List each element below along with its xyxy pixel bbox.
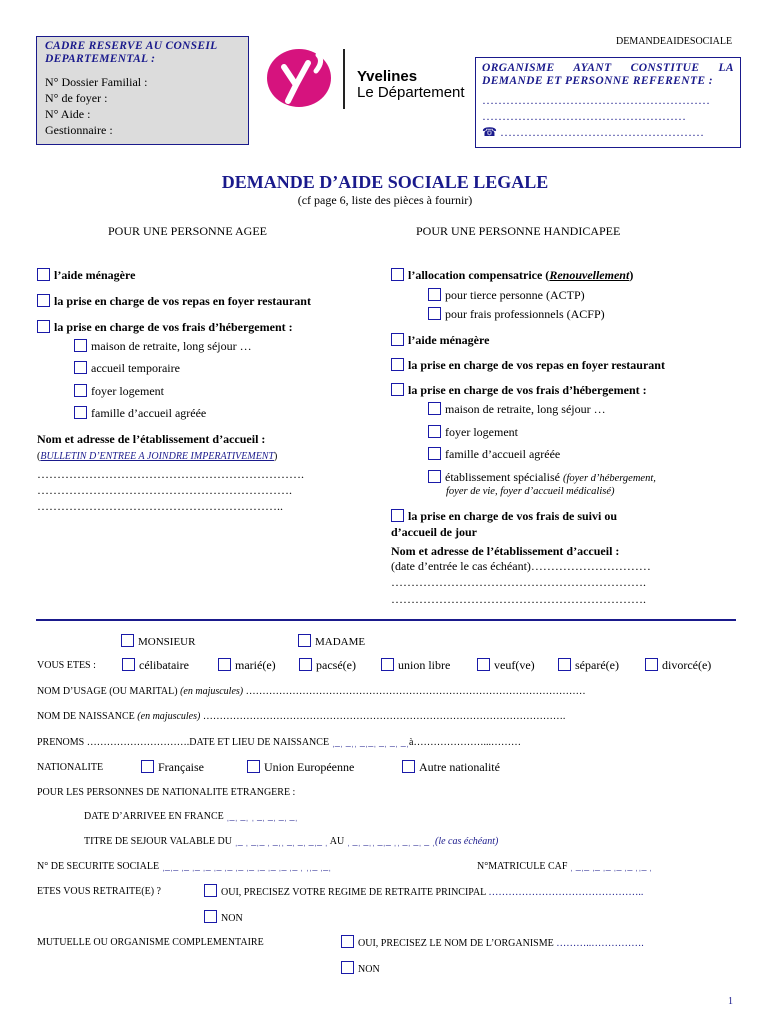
- right-sub-famille[interactable]: famille d’accueil agréée: [428, 447, 560, 462]
- right-sub-maison[interactable]: maison de retraite, long séjour …: [428, 402, 606, 417]
- titre-au-field[interactable]: ˌ _ˌ _ˌˌ _ˌ_ ˌˌ _ˌ _ˌ _ ˌ: [346, 836, 435, 847]
- org-box-title: ORGANISME AYANT CONSTITUE LA DEMANDE ET PERSONNE REFERENTE :: [482, 62, 734, 87]
- left-dots1: ………………………………………………………….: [37, 467, 304, 481]
- logo-divider: [343, 49, 345, 109]
- checkbox[interactable]: [122, 658, 135, 671]
- checkbox[interactable]: [37, 294, 50, 307]
- page-title: DEMANDE D’AIDE SOCIALE LEGALE: [221, 172, 549, 192]
- caf-field[interactable]: ˌ _ˌ_ ˌ_ ˌ_ ˌ_ ˌ_ ˌˌ_ ˌ: [569, 861, 653, 872]
- date-naissance-field[interactable]: ˌ_ˌ _ˌˌ _ˌ_ˌ _ˌ _ˌ _ˌ: [331, 737, 410, 748]
- right-dots1: ……………………………………………………….: [391, 575, 646, 589]
- left-nom-adresse: Nom et adresse de l’établissement d’accueil :: [37, 432, 266, 446]
- secu-row: N° DE SECURITE SOCIALE ˌ_ˌ_ ˌ_ ˌ_ ˌ_ ˌ_ ˌ_ ˌ_ ˌ_ ˌ_ ˌ_ ˌ_ ˌ_ ˌ ˌˌ_ ˌ_ˌ: [37, 861, 332, 872]
- document-code: DEMANDEAIDESOCIALE: [616, 36, 733, 47]
- left-sub-maison[interactable]: maison de retraite, long séjour …: [74, 339, 252, 354]
- checkbox[interactable]: [121, 634, 134, 647]
- right-sub-specialise[interactable]: établissement spécialisé (foyer d’hébergement,: [428, 470, 656, 485]
- statut-marie[interactable]: marié(e): [218, 658, 276, 673]
- checkbox[interactable]: [428, 425, 441, 438]
- retraite-oui[interactable]: OUI, PRECISEZ VOTRE REGIME DE RETRAITE PRINCIPAL ………………………………………..: [204, 884, 643, 898]
- madame-option[interactable]: MADAME: [298, 634, 365, 648]
- nom-naissance-row: NOM DE NAISSANCE (en majuscules) ……………………………………………………………………………………………….: [37, 711, 566, 722]
- checkbox[interactable]: [341, 935, 354, 948]
- org-box: [475, 57, 741, 148]
- checkbox[interactable]: [428, 307, 441, 320]
- caf-row: N°MATRICULE CAF ˌ _ˌ_ ˌ_ ˌ_ ˌ_ ˌ_ ˌˌ_ ˌ: [477, 861, 653, 872]
- aide-label: N° Aide :: [45, 107, 91, 121]
- right-specialise-note: foyer de vie, foyer d’accueil médicalisé): [446, 486, 615, 497]
- right-date-entree: (date d’entrée le cas échéant)…………………………: [391, 559, 651, 573]
- logo-line1: Yvelines: [357, 68, 418, 85]
- statut-divorce[interactable]: divorcé(e): [645, 658, 711, 673]
- checkbox[interactable]: [299, 658, 312, 671]
- right-repas[interactable]: la prise en charge de vos repas en foyer restaurant: [391, 358, 665, 373]
- right-actp[interactable]: pour tierce personne (ACTP): [428, 288, 585, 303]
- retraite-label: ETES VOUS RETRAITE(E) ?: [37, 886, 161, 897]
- section-divider: [36, 619, 736, 621]
- mutuelle-field[interactable]: ………..…………….: [556, 938, 644, 949]
- checkbox[interactable]: [391, 268, 404, 281]
- statut-pacse[interactable]: pacsé(e): [299, 658, 356, 673]
- checkbox[interactable]: [391, 358, 404, 371]
- checkbox[interactable]: [381, 658, 394, 671]
- right-acfp[interactable]: pour frais professionnels (ACFP): [428, 307, 605, 322]
- left-repas[interactable]: la prise en charge de vos repas en foyer restaurant: [37, 294, 311, 309]
- checkbox[interactable]: [477, 658, 490, 671]
- nom-naissance-field[interactable]: ……………………………………………………………………………………………….: [202, 711, 566, 722]
- checkbox[interactable]: [391, 509, 404, 522]
- gestionnaire-label: Gestionnaire :: [45, 123, 113, 137]
- right-aide-menagere[interactable]: l’aide ménagère: [391, 333, 489, 348]
- checkbox[interactable]: [74, 384, 87, 397]
- etrangere-label: POUR LES PERSONNES DE NATIONALITE ETRANGERE :: [37, 787, 296, 798]
- right-sub-foyer[interactable]: foyer logement: [428, 425, 518, 440]
- statut-separe[interactable]: séparé(e): [558, 658, 619, 673]
- checkbox[interactable]: [247, 760, 260, 773]
- statut-celibataire[interactable]: célibataire: [122, 658, 189, 673]
- checkbox[interactable]: [341, 961, 354, 974]
- logo-mark-icon: [266, 47, 334, 109]
- prenoms-row: PRENOMS ………………………….DATE ET LIEU DE NAISSANCE ˌ_ˌ _ˌˌ _ˌ_ˌ _ˌ _ˌ _ˌà…………………...………: [37, 737, 521, 748]
- right-heading: POUR UNE PERSONNE HANDICAPEE: [416, 224, 621, 238]
- retraite-field[interactable]: ………………………………………..: [488, 887, 644, 898]
- left-heading: POUR UNE PERSONNE AGEE: [108, 224, 268, 238]
- page-subtitle: (cf page 6, liste des pièces à fournir): [297, 193, 473, 207]
- secu-field[interactable]: ˌ_ˌ_ ˌ_ ˌ_ ˌ_ ˌ_ ˌ_ ˌ_ ˌ_ ˌ_ ˌ_ ˌ_ ˌ_ ˌ ˌˌ_ ˌ_ˌ: [161, 861, 332, 872]
- checkbox[interactable]: [37, 268, 50, 281]
- checkbox[interactable]: [645, 658, 658, 671]
- left-sub-foyer[interactable]: foyer logement: [74, 384, 164, 399]
- org-phone: ☎ ……………………………………………: [482, 125, 704, 139]
- left-sub-famille[interactable]: famille d’accueil agréée: [74, 406, 206, 421]
- left-aide-menagere[interactable]: l’aide ménagère: [37, 268, 135, 283]
- nat-ue[interactable]: Union Européenne: [247, 760, 354, 775]
- date-arrivee-row: DATE D’ARRIVEE EN FRANCE ˌ_ˌ _ˌ ˌ _ˌ _ˌ _ˌ _ˌ: [84, 811, 298, 822]
- lieu-naissance-field[interactable]: à…………………...………: [409, 737, 521, 748]
- checkbox[interactable]: [204, 884, 217, 897]
- right-suivi-line2: d’accueil de jour: [391, 525, 477, 539]
- checkbox[interactable]: [391, 383, 404, 396]
- nom-usage-row: NOM D’USAGE (OU MARITAL) (en majuscules) …………………………………………………………………………………………: [37, 686, 586, 697]
- left-dots2: ……………………………………………………….: [37, 483, 292, 497]
- reserved-box: [36, 36, 249, 145]
- left-hebergement[interactable]: la prise en charge de vos frais d’hébergement :: [37, 320, 293, 335]
- checkbox[interactable]: [428, 447, 441, 460]
- checkbox[interactable]: [402, 760, 415, 773]
- mutuelle-label: MUTUELLE OU ORGANISME COMPLEMENTAIRE: [37, 937, 264, 948]
- statut-veuf[interactable]: veuf(ve): [477, 658, 535, 673]
- checkbox[interactable]: [204, 910, 217, 923]
- checkbox[interactable]: [298, 634, 311, 647]
- logo-line2: Le Département: [357, 84, 465, 101]
- checkbox[interactable]: [428, 402, 441, 415]
- nom-usage-field[interactable]: …………………………………………………………………………………………: [245, 686, 586, 697]
- nat-francaise[interactable]: Française: [141, 760, 204, 775]
- mutuelle-non[interactable]: NON: [341, 961, 380, 975]
- reserved-box-title: CADRE RESERVE AU CONSEIL DEPARTEMENTAL :: [45, 40, 217, 65]
- date-arrivee-field[interactable]: ˌ_ˌ _ˌ ˌ _ˌ _ˌ _ˌ _ˌ: [226, 811, 298, 822]
- statut-union-libre[interactable]: union libre: [381, 658, 450, 673]
- vous-etes-label: VOUS ETES :: [37, 660, 96, 671]
- right-nom-adresse: Nom et adresse de l’établissement d’accueil :: [391, 544, 620, 558]
- checkbox[interactable]: [428, 288, 441, 301]
- checkbox[interactable]: [218, 658, 231, 671]
- mutuelle-oui[interactable]: OUI, PRECISEZ LE NOM DE L’ORGANISME ………..…………….: [341, 935, 644, 949]
- foyer-label: N° de foyer :: [45, 91, 108, 105]
- nationalite-label: NATIONALITE: [37, 762, 104, 773]
- right-allocation[interactable]: l’allocation compensatrice (Renouvellement): [391, 268, 633, 283]
- checkbox[interactable]: [558, 658, 571, 671]
- page-number: 1: [728, 996, 733, 1007]
- left-dots3: ……………………………………………………..: [37, 499, 283, 513]
- org-line2: ……………………………………………: [482, 109, 686, 123]
- left-bulletin: (BULLETIN D’ENTREE A JOINDRE IMPERATIVEMENT): [37, 451, 278, 462]
- right-dots2: ……………………………………………………….: [391, 592, 646, 606]
- right-suivi[interactable]: la prise en charge de vos frais de suivi ou: [391, 509, 617, 524]
- retraite-non[interactable]: NON: [204, 910, 243, 924]
- titre-du-field[interactable]: ˌ_ ˌ _ˌ_ ˌ _ˌˌ _ˌ _ˌ _ˌ_ ˌ: [234, 836, 328, 847]
- left-sub-accueil[interactable]: accueil temporaire: [74, 361, 180, 376]
- titre-sejour-row: TITRE DE SEJOUR VALABLE DU ˌ_ ˌ _ˌ_ ˌ _ˌˌ _ˌ _ˌ _ˌ_ ˌ AU ˌ _ˌ _ˌˌ _ˌ_ ˌˌ _ˌ _ˌ _ ˌ(le cas échéant): [84, 836, 499, 847]
- nat-autre[interactable]: Autre nationalité: [402, 760, 500, 775]
- checkbox[interactable]: [74, 406, 87, 419]
- checkbox[interactable]: [37, 320, 50, 333]
- monsieur-option[interactable]: MONSIEUR: [121, 634, 195, 648]
- checkbox[interactable]: [391, 333, 404, 346]
- org-line1: …………………………………………………: [482, 93, 710, 107]
- checkbox[interactable]: [141, 760, 154, 773]
- dossier-familial-label: N° Dossier Familial :: [45, 75, 148, 89]
- checkbox[interactable]: [428, 470, 441, 483]
- right-hebergement[interactable]: la prise en charge de vos frais d’hébergement :: [391, 383, 647, 398]
- prenoms-field[interactable]: ………………………….: [86, 737, 190, 748]
- yvelines-logo: [266, 47, 334, 109]
- checkbox[interactable]: [74, 339, 87, 352]
- checkbox[interactable]: [74, 361, 87, 374]
